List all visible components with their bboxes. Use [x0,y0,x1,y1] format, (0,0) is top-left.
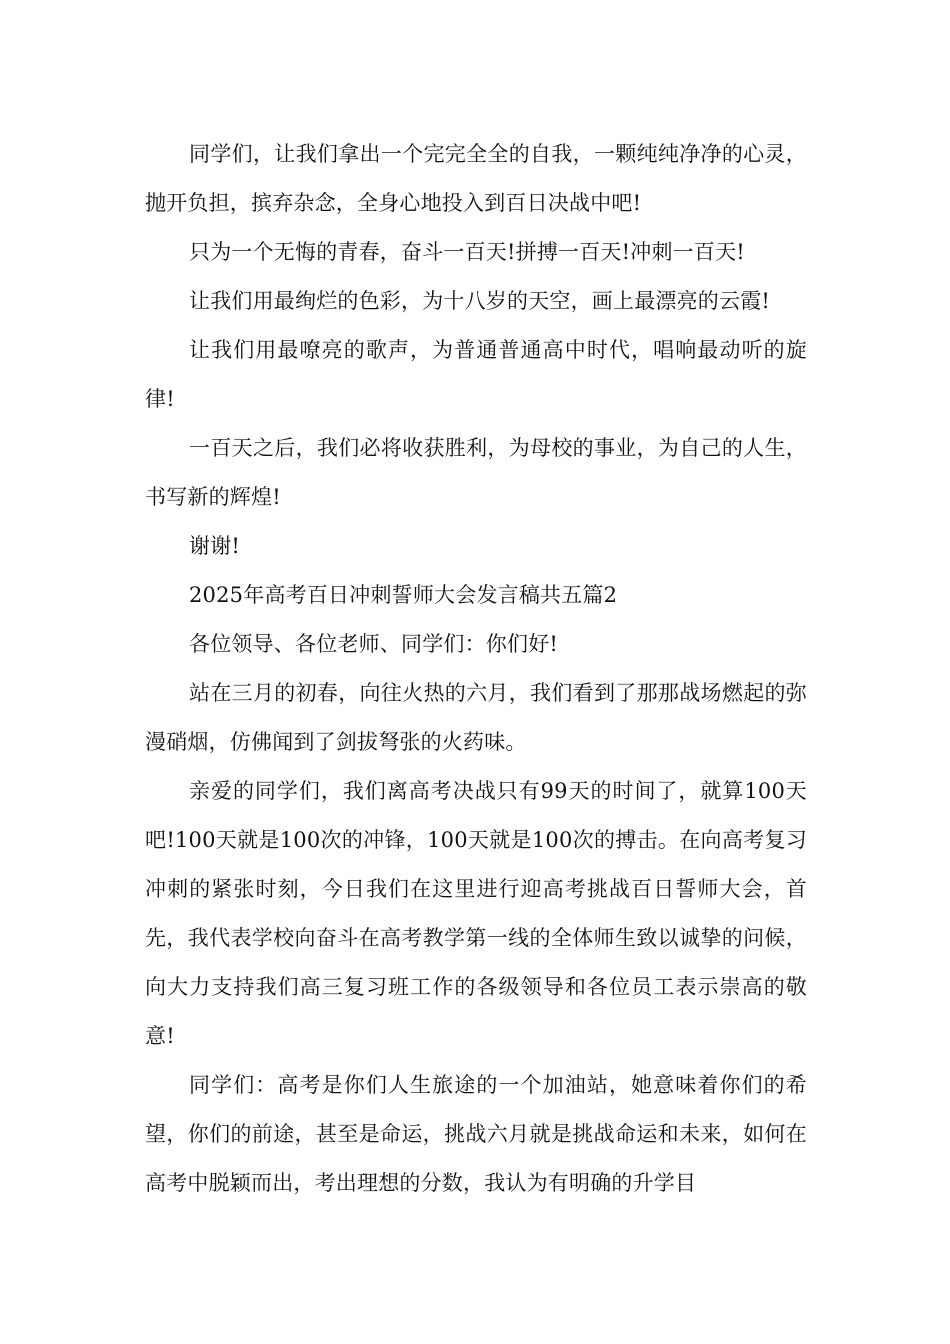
paragraph-3: 让我们用最绚烂的色彩，为十八岁的天空，画上最漂亮的云霞! [189,289,771,313]
paragraph-6: 站在三月的初春，向往火热的六月，我们看到了那那战场燃起的弥漫硝烟，仿佛闻到了剑拔弩张的火药味。 [145,681,807,754]
paragraph-thanks: 谢谢! [189,534,241,558]
paragraph-7: 亲爱的同学们，我们离高考决战只有99天的时间了，就算100天吧!100天就是100次的冲锋，100天就是100次的搏击。在向高考复习冲刺的紧张时刻，今日我们在这里进行迎高考挑战百日誓师大会，首先，我代表学校向奋斗在高考教学第一线的全体师生致以诚挚的问候，向大力支持我们高三复习班工作的各级领导和各位员工表示崇高的敬意! [145,779,807,1048]
greeting: 各位领导、各位老师、同学们：你们好! [189,632,559,656]
paragraph-2: 只为一个无悔的青春，奋斗一百天!拼搏一百天!冲刺一百天! [189,240,745,264]
section-title: 2025年高考百日冲刺誓师大会发言稿共五篇2 [189,583,618,607]
paragraph-8: 同学们：高考是你们人生旅途的一个加油站，她意味着你们的希望，你们的前途，甚至是命运，挑战六月就是挑战命运和未来，如何在高考中脱颖而出，考出理想的分数，我认为有明确的升学目 [145,1073,807,1195]
paragraph-1: 同学们，让我们拿出一个完完全全的自我，一颗纯纯净净的心灵，抛开负担，摈弃杂念，全身心地投入到百日决战中吧! [145,142,807,215]
paragraph-4: 让我们用最嘹亮的歌声，为普通普通高中时代，唱响最动听的旋律! [145,338,807,411]
document-body [145,130,807,1208]
paragraph-5: 一百天之后，我们必将收获胜利，为母校的事业，为自己的人生，书写新的辉煌! [145,436,807,509]
